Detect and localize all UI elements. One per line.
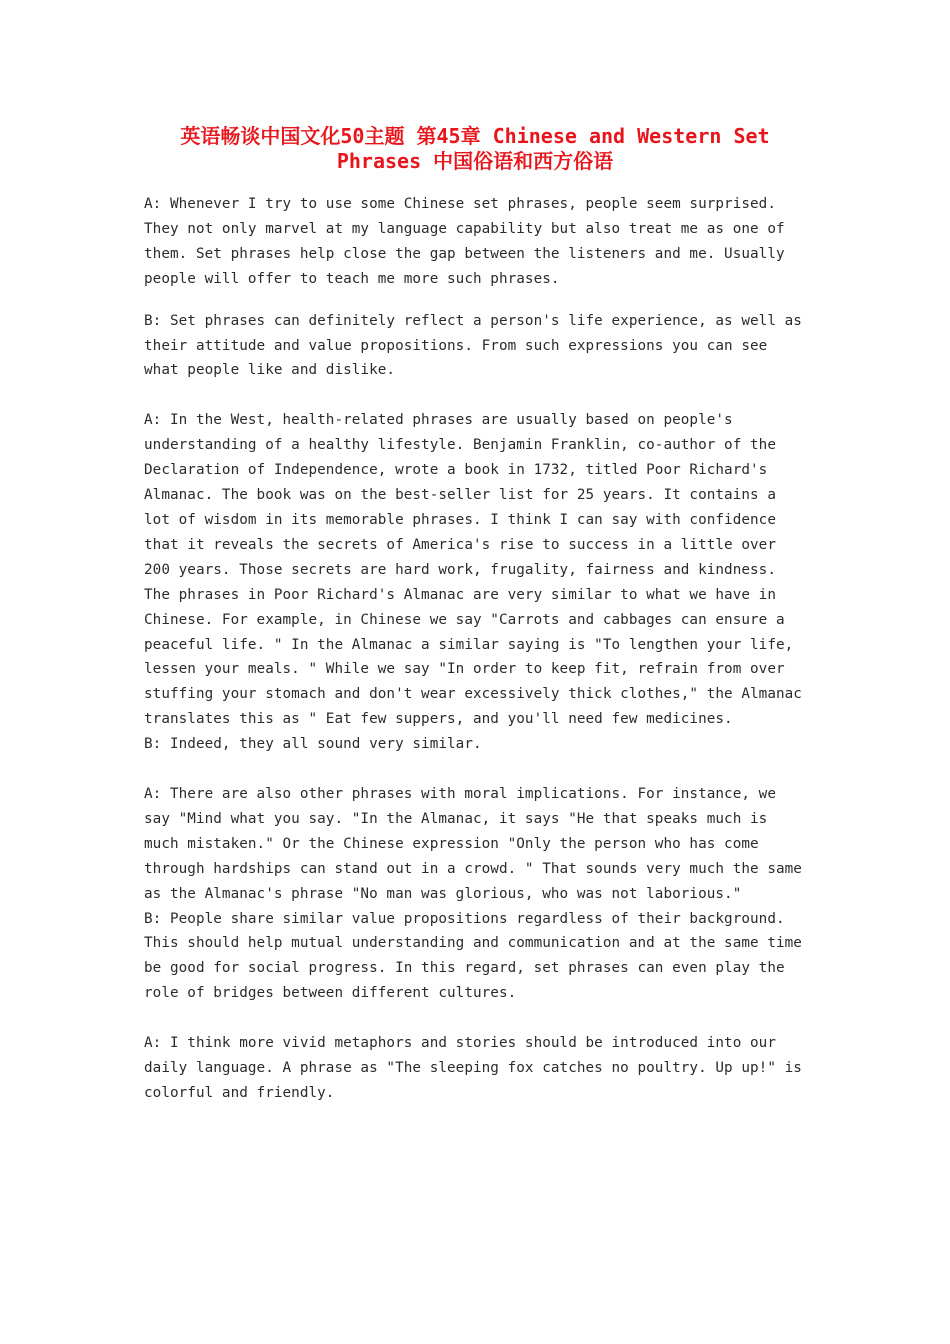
paragraph-a-moral: A: There are also other phrases with moral implications. For instance, we say "Mind what you say. "In the Almanac, it says "He that speaks much is much mistaken." Or the Chinese expression "Only the person who has come through hardships can stand out in a crowd. " That sounds very much the same as the Almanac's phrase "No man was glorious, who was not laborious."	[144, 786, 802, 902]
paragraph-b-reflect: B: Set phrases can definitely reflect a person's life experience, as well as their attitude and value propositions. From such expressions you can see what people like and dislike.	[144, 312, 802, 379]
paragraph-b-similar: B: Indeed, they all sound very similar.	[144, 736, 482, 753]
title-line-2: Phrases 中国俗语和西方俗语	[336, 149, 614, 173]
paragraph-a-metaphors: A: I think more vivid metaphors and stories should be introduced into our daily language. A phrase as "The sleeping fox catches no poultry. Up up!" is colorful and friendly.	[144, 1035, 802, 1101]
paragraph-spacer	[144, 757, 810, 782]
paragraph-b-values: B: People share similar value propositions regardless of their background. This should help mutual understanding and communication and at the same time be good for social progress. In this regard, set phrases can even play the role of bridges between different cultures.	[144, 910, 802, 1002]
document-body	[144, 192, 810, 1106]
paragraph-a-franklin: A: In the West, health-related phrases are usually based on people's understanding of a healthy lifestyle. Benjamin Franklin, co-author of the Declaration of Independence, wrote a book in 1732, titled Poor Richard's Almanac. The book was on the best-seller list for 25 years. It contains a lot of wisdom in its memorable phrases. I think I can say with confidence that it reveals the secrets of America's rise to success in a little over 200 years. Those secrets are hard work, frugality, fairness and kindness. The phrases in Poor Richard's Almanac are very similar to what we have in Chinese. For example, in Chinese we say "Carrots and cabbages can ensure a peaceful life. " In the Almanac a similar saying is "To lengthen your life, lessen your meals. " While we say "In order to keep fit, refrain from over stuffing your stomach and don't wear excessively thick clothes," the Almanac translates this as " Eat few suppers, and you'll need few medicines.	[144, 412, 802, 728]
paragraph-spacer	[144, 1006, 810, 1031]
title-line-1: 英语畅谈中国文化50主题 第45章 Chinese and Western Set	[180, 124, 770, 148]
paragraph-spacer	[144, 383, 810, 408]
paragraph-a-intro: A: Whenever I try to use some Chinese set phrases, people seem surprised. They not only marvel at my language capability but also treat me as one of them. Set phrases help close the gap between the listeners and me. Usually people will offer to teach me more such phrases.	[144, 196, 785, 287]
paragraph-spacer	[144, 292, 810, 309]
document-title	[140, 124, 810, 174]
